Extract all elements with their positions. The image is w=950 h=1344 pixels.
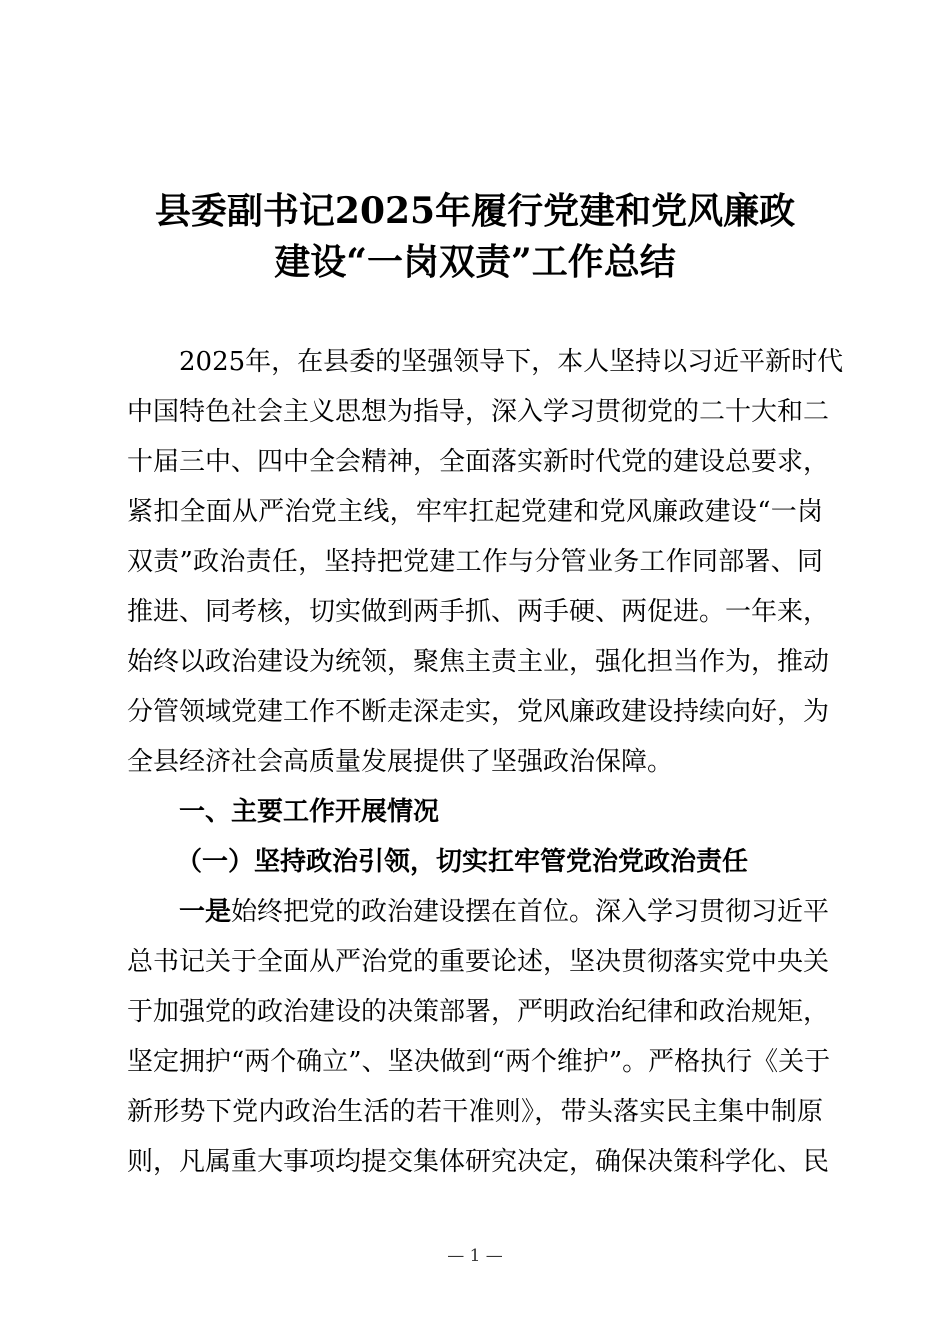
- intro-line: 分管领域党建工作不断走深走实，党风廉政建设持续向好，为: [127, 697, 830, 727]
- intro-line: 紧扣全面从严治党主线，牢牢扛起党建和党风廉政建设“一岗: [127, 497, 823, 527]
- body-line: 坚定拥护“两个确立”、坚决做到“两个维护”。严格执行《关于: [127, 1047, 831, 1077]
- intro-line: 全县经济社会高质量发展提供了坚强政治保障。: [127, 747, 674, 777]
- subsection-heading: （一）坚持政治引领，切实扛牢管党治党政治责任: [176, 847, 749, 877]
- intro-line: 推进、同考核，切实做到两手抓、两手硬、两促进。一年来，: [127, 597, 830, 627]
- body-line: 新形势下党内政治生活的若干准则》，带头落实民主集中制原: [127, 1097, 823, 1127]
- intro-line: 双责”政治责任，坚持把党建工作与分管业务工作同部署、同: [127, 547, 823, 577]
- section-heading: 一、主要工作开展情况: [179, 797, 440, 827]
- body-line: 于加强党的政治建设的决策部署，严明政治纪律和政治规矩，: [127, 997, 830, 1027]
- page-number: — 1 —: [447, 1246, 503, 1266]
- document-title-line-2: 建设“一岗双责”工作总结: [274, 241, 676, 283]
- body-line: 则，凡属重大事项均提交集体研究决定，确保决策科学化、民: [127, 1147, 830, 1177]
- body-line-text: 始终把党的政治建设摆在首位。深入学习贯彻习近平: [231, 897, 830, 927]
- intro-line: 中国特色社会主义思想为指导，深入学习贯彻党的二十大和二: [127, 397, 830, 427]
- document-title-line-1: 县委副书记2025年履行党建和党风廉政: [154, 190, 796, 232]
- intro-line: 2025年，在县委的坚强领导下，本人坚持以习近平新时代: [179, 347, 844, 377]
- intro-line: 十届三中、四中全会精神，全面落实新时代党的建设总要求，: [127, 447, 830, 477]
- intro-line: 始终以政治建设为统领，聚焦主责主业，强化担当作为，推动: [127, 647, 830, 677]
- lead-label: 一是: [179, 897, 232, 927]
- body-line: [179, 894, 830, 930]
- body-line: 总书记关于全面从严治党的重要论述，坚决贯彻落实党中央关: [127, 947, 830, 977]
